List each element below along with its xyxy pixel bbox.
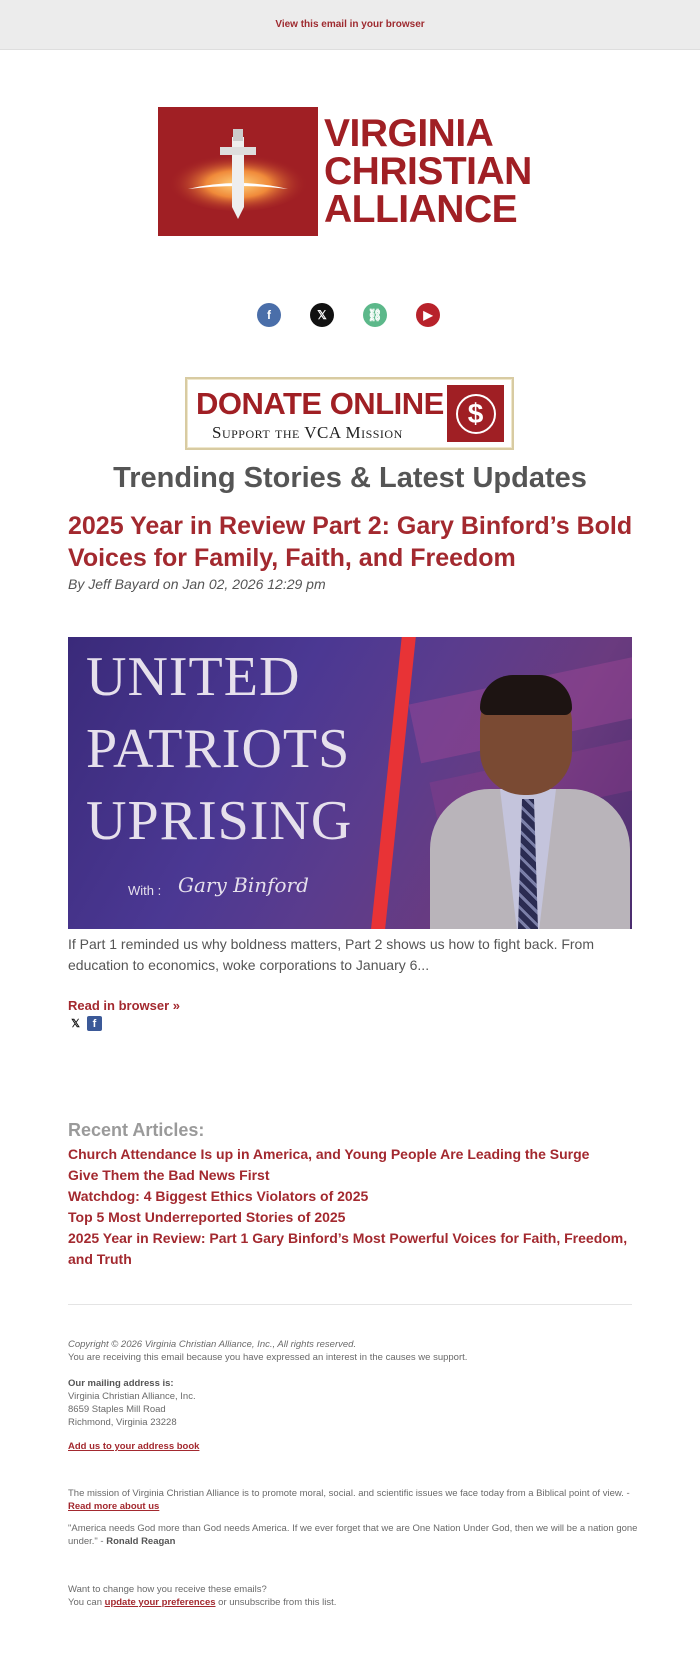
social-links xyxy=(257,303,440,327)
read-more-link[interactable]: Read more about us xyxy=(68,1501,160,1512)
youtube-icon[interactable]: ▶ xyxy=(416,303,440,327)
read-in-browser-link[interactable]: Read in browser » xyxy=(68,998,180,1013)
quote-text: "America needs God more than God needs America. If we ever forget that we are One Nation Under God, then we will be a nation gone under." - xyxy=(68,1523,638,1547)
dollar-icon xyxy=(447,385,504,442)
donate-subtitle: Support the VCA Mission xyxy=(212,423,403,442)
update-preferences-link[interactable]: update your preferences xyxy=(104,1597,216,1608)
receiving-text: You are receiving this email because you have expressed an interest in the causes we support. xyxy=(68,1352,468,1363)
mailing-label: Our mailing address is: xyxy=(68,1378,174,1389)
address-line: Virginia Christian Alliance, Inc. xyxy=(68,1391,196,1402)
hero-signature: Gary Binford xyxy=(178,873,309,897)
logo-wordmark xyxy=(318,107,532,236)
you-can-text: You can xyxy=(68,1597,102,1608)
article-hero-image[interactable] xyxy=(68,637,632,929)
share-icons xyxy=(68,1016,102,1031)
copyright-text: Copyright © 2026 Virginia Christian Alliance, Inc., All rights reserved. xyxy=(68,1339,357,1350)
donate-banner[interactable] xyxy=(185,377,514,450)
footer-address xyxy=(68,1377,638,1429)
footer-copyright xyxy=(68,1338,638,1364)
address-line: 8659 Staples Mill Road xyxy=(68,1404,166,1415)
unsubscribe-text: or unsubscribe from this list. xyxy=(218,1597,337,1608)
article-excerpt: If Part 1 reminded us why boldness matters, Part 2 shows us how to fight back. From education to economics, woke corporations to January 6... xyxy=(68,936,595,973)
recent-article-link[interactable]: Church Attendance Is up in America, and Young People Are Leading the Surge xyxy=(68,1146,590,1162)
address-line: Richmond, Virginia 23228 xyxy=(68,1417,177,1428)
facebook-share-icon[interactable]: f xyxy=(87,1016,102,1031)
logo[interactable] xyxy=(158,107,543,236)
recent-article-link[interactable]: 2025 Year in Review: Part 1 Gary Binford’s Most Powerful Voices for Faith, Freedom, and Truth xyxy=(68,1230,628,1267)
change-question: Want to change how you receive these emails? xyxy=(68,1584,267,1595)
dollar-symbol: $ xyxy=(456,394,496,434)
article-title-link[interactable]: 2025 Year in Review Part 2: Gary Binford’s Bold Voices for Family, Faith, and Freedom xyxy=(68,512,633,572)
footer-address-book xyxy=(68,1440,638,1453)
x-share-icon[interactable]: 𝕏 xyxy=(71,1018,80,1030)
footer-quote xyxy=(68,1522,638,1548)
recent-article-link[interactable]: Top 5 Most Underreported Stories of 2025 xyxy=(68,1209,346,1225)
link-icon[interactable]: ⛓ xyxy=(363,303,387,327)
sword-icon xyxy=(158,107,318,236)
hero-text-line-3: UPRISING xyxy=(86,790,353,852)
portrait xyxy=(430,677,630,929)
recent-article-link[interactable]: Watchdog: 4 Biggest Ethics Violators of 2025 xyxy=(68,1188,369,1204)
footer-preferences xyxy=(68,1583,638,1609)
logo-line-3: ALLIANCE xyxy=(324,187,518,231)
hero-text-line-2: PATRIOTS xyxy=(86,718,351,780)
hero-with-label: With : xyxy=(128,883,162,898)
x-twitter-icon[interactable]: 𝕏 xyxy=(310,303,334,327)
recent-articles-heading: Recent Articles: xyxy=(68,1120,205,1140)
logo-line-1: VIRGINIA xyxy=(324,111,494,155)
add-to-address-book-link[interactable]: Add us to your address book xyxy=(68,1441,200,1452)
top-bar xyxy=(0,0,700,50)
view-in-browser-link[interactable]: View this email in your browser xyxy=(275,19,425,30)
footer-mission xyxy=(68,1487,638,1513)
hero-text-line-1: UNITED xyxy=(86,646,301,708)
facebook-icon[interactable]: f xyxy=(257,303,281,327)
article-byline: By Jeff Bayard on Jan 02, 2026 12:29 pm xyxy=(68,576,326,592)
divider xyxy=(68,1304,632,1305)
recent-articles-list xyxy=(68,1144,638,1270)
donate-title: DONATE ONLINE xyxy=(196,386,444,421)
recent-article-link[interactable]: Give Them the Bad News First xyxy=(68,1167,270,1183)
red-stripe xyxy=(368,637,417,929)
mission-text: The mission of Virginia Christian Alliance is to promote moral, social. and scientific issues we face today from a Biblical point of view. - xyxy=(68,1488,630,1499)
quote-author: Ronald Reagan xyxy=(106,1536,176,1547)
logo-line-2: CHRISTIAN xyxy=(324,149,532,193)
section-title: Trending Stories & Latest Updates xyxy=(113,462,587,494)
